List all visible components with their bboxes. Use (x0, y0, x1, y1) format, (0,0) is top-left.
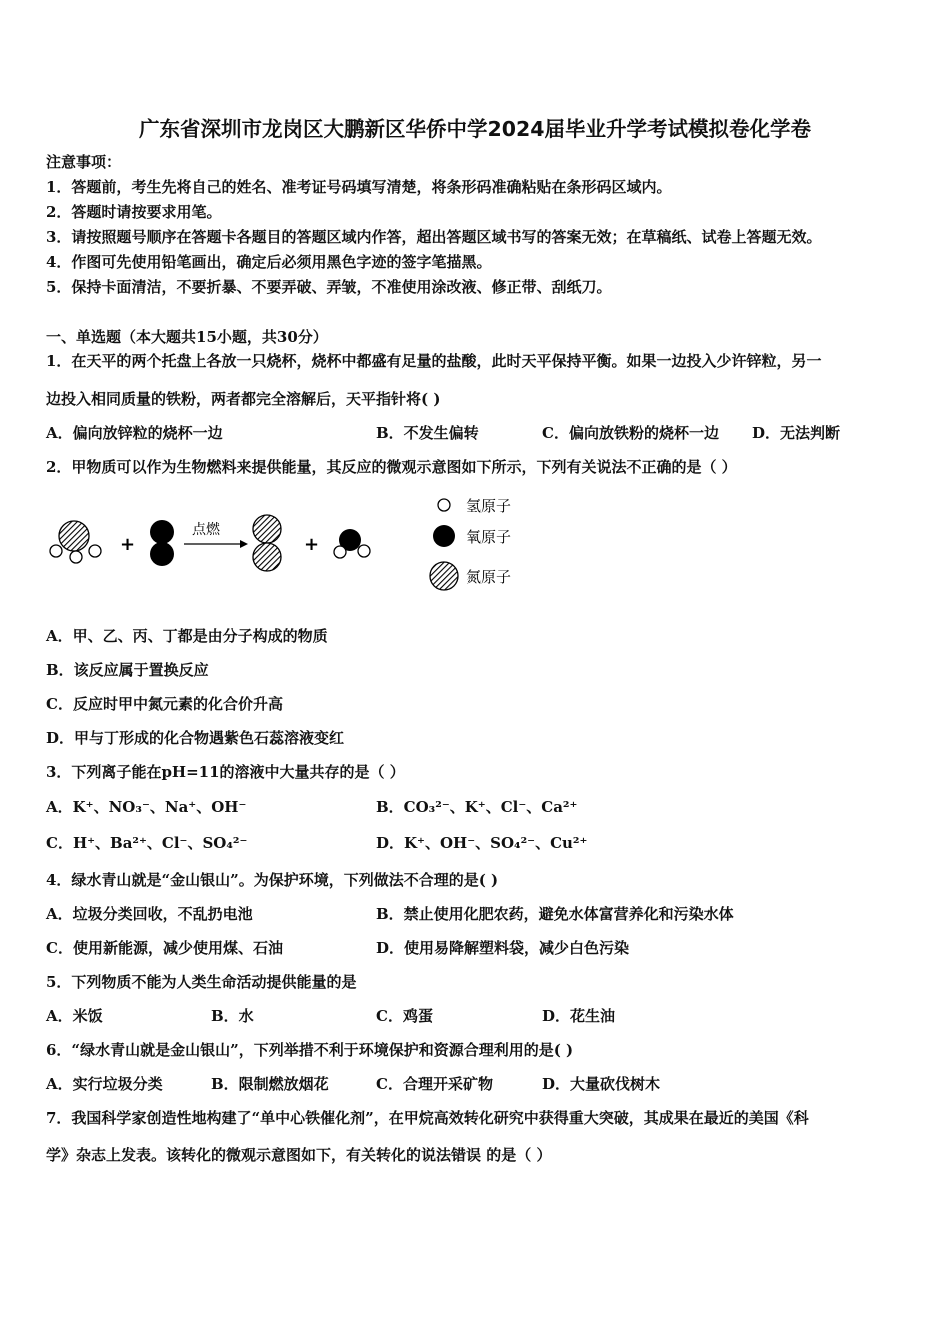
molecule-bing (253, 515, 281, 571)
q4-stem: 4．绿水青山就是“金山银山”。为保护环境，下列做法不合理的是( ) (46, 871, 499, 889)
q3-option-d: D．K⁺、OH⁻、SO₄²⁻、Cu²⁺ (376, 834, 588, 852)
notice-item: 3．请按照题号顺序在答题卡各题目的答题区域内作答，超出答题区域书写的答案无效；在草稿纸、试卷上答题无效。 (46, 228, 822, 246)
q5-stem: 5．下列物质不能为人类生命活动提供能量的是 (46, 973, 357, 991)
notice-item: 1．答题前，考生先将自己的姓名、准考证号码填写清楚，将条形码准确粘贴在条形码区域内。 (46, 178, 672, 196)
notice-item: 2．答题时请按要求用笔。 (46, 203, 222, 221)
q6-option-b: B．限制燃放烟花 (211, 1075, 329, 1093)
q3-option-a: A．K⁺、NO₃⁻、Na⁺、OH⁻ (46, 798, 247, 816)
q1-option-b: B．不发生偏转 (376, 424, 479, 442)
q2-option-a: A．甲、乙、丙、丁都是由分子构成的物质 (46, 627, 328, 645)
q1-option-d: D．无法判断 (752, 424, 841, 442)
q4-option-b: B．禁止使用化肥农药，避免水体富营养化和污染水体 (376, 905, 734, 923)
q4-option-c: C．使用新能源，减少使用煤、石油 (46, 939, 283, 957)
q6-stem: 6．“绿水青山就是金山银山”，下列举措不利于环境保护和资源合理利用的是( ) (46, 1041, 574, 1059)
q1-option-c: C．偏向放铁粉的烧杯一边 (542, 424, 719, 442)
q7-stem-line2: 学》杂志上发表。该转化的微观示意图如下，有关转化的说法错误 的是（ ） (46, 1146, 552, 1164)
section-heading: 一、单选题（本大题共15小题，共30分） (46, 328, 328, 346)
plus-sign: + (304, 534, 320, 555)
q1-stem-line2: 边投入相同质量的铁粉，两者都完全溶解后，天平指针将( ) (46, 390, 441, 408)
page-title: 广东省深圳市龙岗区大鹏新区华侨中学2024届毕业升学考试模拟卷化学卷 (138, 117, 812, 141)
legend-hydrogen: 氢原子 (466, 497, 512, 515)
nitrogen-legend-icon (430, 562, 458, 590)
notice-item: 4．作图可先使用铅笔画出，确定后必须用黑色字迹的签字笔描黑。 (46, 253, 492, 271)
q2-option-d: D．甲与丁形成的化合物遇紫色石蕊溶液变红 (46, 729, 345, 747)
q6-option-c: C．合理开采矿物 (376, 1075, 493, 1093)
q5-option-d: D．花生油 (542, 1007, 616, 1025)
q2-option-c: C．反应时甲中氮元素的化合价升高 (46, 695, 283, 713)
q3-stem: 3．下列离子能在pH=11的溶液中大量共存的是（ ） (46, 763, 405, 781)
q2-stem: 2．甲物质可以作为生物燃料来提供能量，其反应的微观示意图如下所示，下列有关说法不正确的是（ ） (46, 458, 737, 476)
reaction-diagram (46, 490, 546, 600)
q4-option-a: A．垃圾分类回收，不乱扔电池 (46, 905, 253, 923)
legend (430, 497, 511, 590)
reaction-arrow (184, 521, 248, 548)
q5-option-c: C．鸡蛋 (376, 1007, 433, 1025)
arrow-label: 点燃 (192, 522, 220, 538)
oxygen-legend-icon (433, 525, 455, 547)
q2-option-b: B．该反应属于置换反应 (46, 661, 209, 679)
notice-header: 注意事项： (46, 153, 122, 171)
hydrogen-legend-icon (438, 499, 450, 511)
plus-sign: + (120, 534, 136, 555)
q5-option-b: B．水 (211, 1007, 254, 1025)
q6-option-a: A．实行垃圾分类 (46, 1075, 163, 1093)
molecule-ding (334, 529, 370, 558)
legend-nitrogen: 氮原子 (466, 568, 512, 586)
q1-stem-line1: 1．在天平的两个托盘上各放一只烧杯，烧杯中都盛有足量的盐酸，此时天平保持平衡。如果一边投入少许锌粒，另一 (46, 352, 822, 370)
q4-option-d: D．使用易降解塑料袋，减少白色污染 (376, 939, 630, 957)
notice-item: 5．保持卡面清洁，不要折暴、不要弄破、弄皱，不准使用涂改液、修正带、刮纸刀。 (46, 278, 612, 296)
q3-option-c: C．H⁺、Ba²⁺、Cl⁻、SO₄²⁻ (46, 834, 248, 852)
q5-option-a: A．米饭 (46, 1007, 103, 1025)
q7-stem-line1: 7．我国科学家创造性地构建了“单中心铁催化剂”，在甲烷高效转化研究中获得重大突破，其成果在最近的美国《科 (46, 1109, 809, 1127)
molecule-jia (50, 521, 101, 563)
q6-option-d: D．大量砍伐树木 (542, 1075, 661, 1093)
molecule-yi (150, 520, 174, 566)
q1-option-a: A．偏向放锌粒的烧杯一边 (46, 424, 223, 442)
legend-oxygen: 氧原子 (466, 528, 512, 546)
q3-option-b: B．CO₃²⁻、K⁺、Cl⁻、Ca²⁺ (376, 798, 578, 816)
